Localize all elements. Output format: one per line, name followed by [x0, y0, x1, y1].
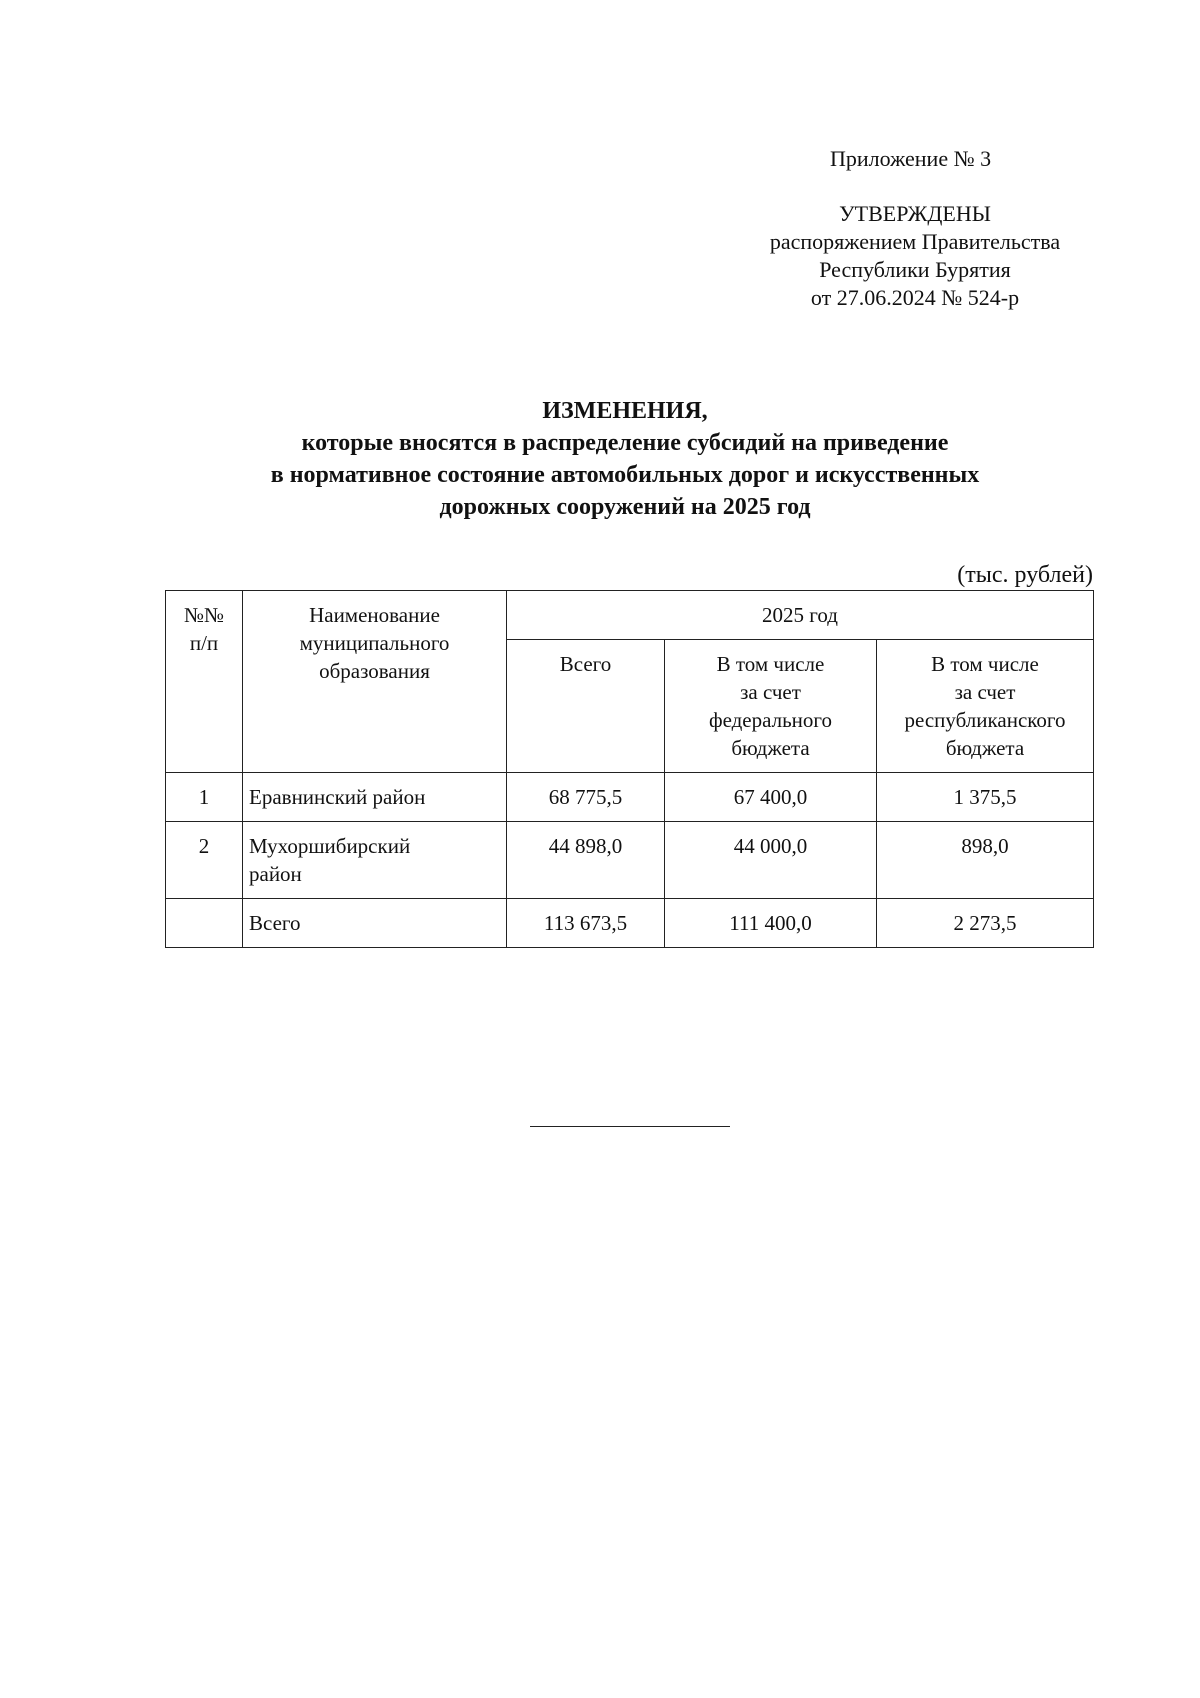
- header-number-line: №№: [183, 603, 225, 627]
- row-number: 2: [166, 822, 243, 899]
- row-federal: 44 000,0: [665, 822, 877, 899]
- approval-line-2: распоряжением Правительства: [769, 229, 1061, 254]
- table-row: [166, 773, 1094, 822]
- title-line-4: дорожных сооружений на 2025 год: [439, 494, 811, 520]
- row-total: 44 898,0: [507, 822, 665, 899]
- row-republic: 1 375,5: [877, 773, 1094, 822]
- header-republic-line: бюджета: [945, 736, 1025, 760]
- header-federal-line: бюджета: [731, 736, 810, 760]
- title-line-3: в нормативное состояние автомобильных дорог и искусственных: [270, 462, 980, 488]
- header-municipality-line: Наименование: [309, 603, 440, 627]
- row-municipality: [243, 822, 507, 899]
- summary-number: [166, 899, 243, 948]
- row-number: 1: [166, 773, 243, 822]
- subsidy-table: [165, 590, 1094, 948]
- row-federal: 67 400,0: [665, 773, 877, 822]
- row-total: 68 775,5: [507, 773, 665, 822]
- header-municipality-line: образования: [319, 659, 430, 683]
- row-municipality-line: Мухоршибирский: [249, 834, 411, 858]
- header-federal-line: федерального: [708, 708, 833, 732]
- approval-stamp-block: [735, 200, 1095, 312]
- header-republic-line: за счет: [954, 680, 1016, 704]
- header-number: [166, 591, 243, 773]
- header-federal: [665, 640, 877, 773]
- header-year: 2025 год: [507, 591, 1094, 640]
- units-label: (тыс. рублей): [957, 562, 1093, 588]
- table-header-row-1: [166, 591, 1094, 640]
- row-municipality-line: район: [249, 862, 302, 886]
- header-federal-line: за счет: [740, 680, 801, 704]
- table-summary-row: [166, 899, 1094, 948]
- header-municipality-line: муниципального: [299, 631, 450, 655]
- header-municipality: [243, 591, 507, 773]
- closing-divider: [530, 1126, 730, 1127]
- row-republic: 898,0: [877, 822, 1094, 899]
- summary-republic: 2 273,5: [877, 899, 1094, 948]
- header-federal-line: В том числе: [716, 652, 825, 676]
- header-republic-line: республиканского: [904, 708, 1066, 732]
- header-republic-line: В том числе: [931, 652, 1039, 676]
- table-row: [166, 822, 1094, 899]
- document-title: [150, 395, 1100, 523]
- header-republic: [877, 640, 1094, 773]
- appendix-label: Приложение № 3: [830, 146, 992, 171]
- row-municipality: Еравнинский район: [243, 773, 507, 822]
- summary-label: Всего: [243, 899, 507, 948]
- approval-line-1: УТВЕРЖДЕНЫ: [839, 201, 991, 226]
- title-line-1: ИЗМЕНЕНИЯ,: [542, 398, 708, 424]
- summary-total: 113 673,5: [507, 899, 665, 948]
- approval-line-3: Республики Бурятия: [819, 257, 1011, 282]
- summary-federal: 111 400,0: [665, 899, 877, 948]
- header-total: Всего: [507, 640, 665, 773]
- title-line-2: которые вносятся в распределение субсидий на приведение: [301, 430, 949, 456]
- header-number-line: п/п: [189, 631, 219, 655]
- approval-line-4: от 27.06.2024 № 524-р: [810, 285, 1020, 310]
